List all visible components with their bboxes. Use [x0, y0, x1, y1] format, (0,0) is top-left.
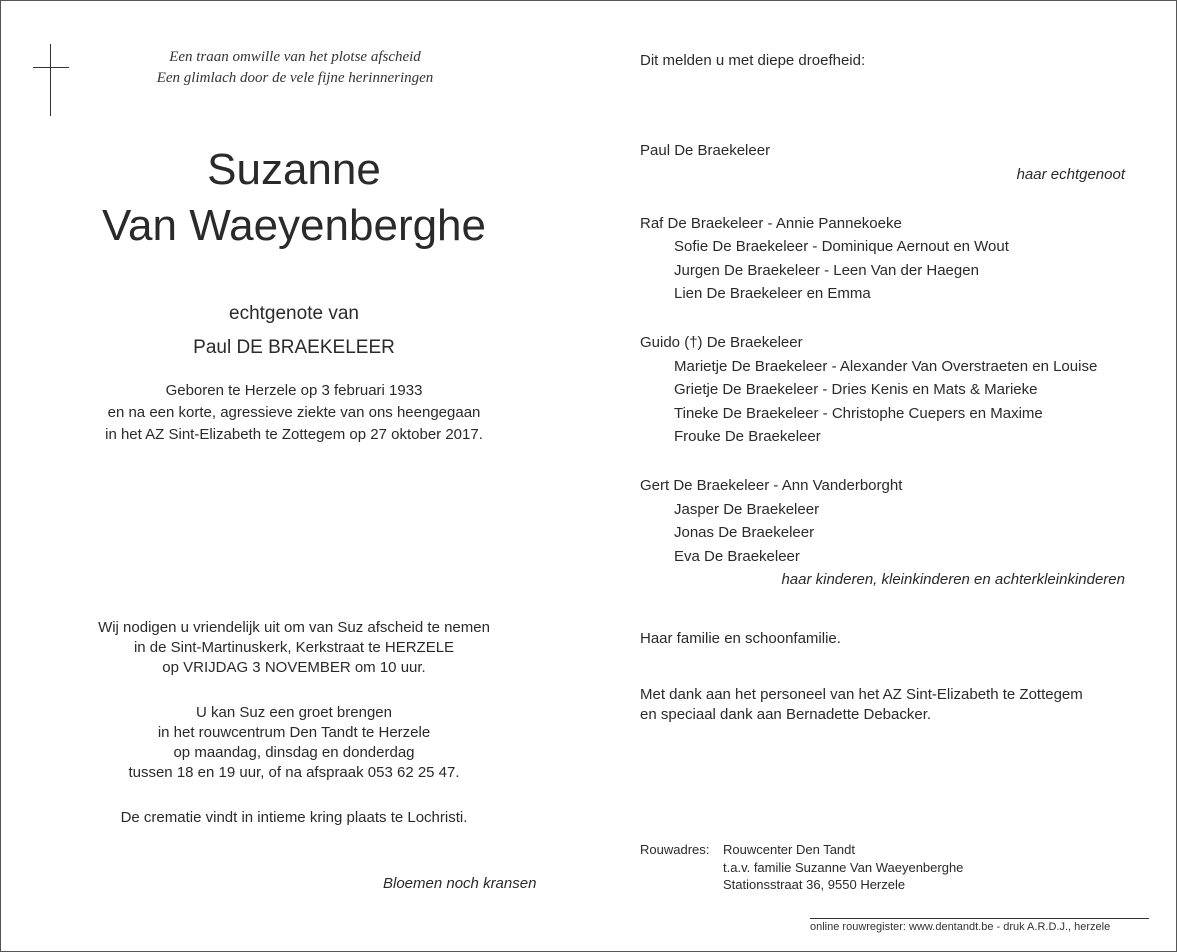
address-label: Rouwadres:	[640, 842, 710, 857]
husband-name: Paul De Braekeleer	[640, 142, 771, 159]
family-member: Grietje De Braekeleer - Dries Kenis en Mats & Marieke	[674, 381, 1038, 398]
cross-icon	[50, 44, 51, 116]
footer-rule	[810, 918, 1149, 919]
family-member: Jurgen De Braekeleer - Leen Van der Haegen	[674, 262, 979, 279]
life-line-1: Geboren te Herzele op 3 februari 1933	[165, 382, 423, 399]
deceased-first-name: Suzanne	[207, 145, 381, 194]
family-member: Sofie De Braekeleer - Dominique Aernout en Wout	[674, 238, 1009, 255]
family-member: Eva De Braekeleer	[674, 548, 800, 565]
quote-line-2: Een glimlach door de vele fijne herinneringen	[156, 70, 434, 86]
family-member: Tineke De Braekeleer - Christophe Cuepers en Maxime	[674, 405, 1043, 422]
spouse-intro: echtgenote van	[229, 303, 359, 324]
family-member: Jasper De Braekeleer	[674, 501, 820, 518]
visit-line-2: in het rouwcentrum Den Tandt te Herzele	[157, 724, 431, 741]
cross-icon-bar	[33, 67, 69, 68]
visit-line-4: tussen 18 en 19 uur, of na afspraak 053 62 25 47.	[128, 764, 460, 781]
visit-line-3: op maandag, dinsdag en donderdag	[173, 744, 415, 761]
life-line-3: in het AZ Sint-Elizabeth te Zottegem op 27 oktober 2017.	[105, 426, 483, 443]
family-member: Frouke De Braekeleer	[674, 428, 821, 445]
visit-line-1: U kan Suz een groet brengen	[196, 704, 392, 721]
footer-credit: online rouwregister: www.dentandt.be - druk A.R.D.J., herzele	[810, 921, 1111, 933]
cremation-note: De crematie vindt in intieme kring plaats te Lochristi.	[120, 809, 468, 826]
family-head-3: Gert De Braekeleer - Ann Vanderborght	[640, 477, 903, 494]
address-line-3: Stationsstraat 36, 9550 Herzele	[723, 877, 906, 892]
thanks-line-2: en speciaal dank aan Bernadette Debacker.	[640, 706, 932, 723]
family-member: Lien De Braekeleer en Emma	[674, 285, 871, 302]
family-head-1: Raf De Braekeleer - Annie Pannekoeke	[640, 215, 902, 232]
family-head-2: Guido (†) De Braekeleer	[640, 334, 803, 351]
deceased-last-name: Van Waeyenberghe	[101, 201, 487, 250]
life-line-2: en na een korte, agressieve ziekte van ons heengegaan	[107, 404, 481, 421]
announcement-intro: Dit melden u met diepe droefheid:	[640, 52, 866, 69]
family-member: Marietje De Braekeleer - Alexander Van Overstraeten en Louise	[674, 358, 1098, 375]
extended-family: Haar familie en schoonfamilie.	[640, 630, 841, 647]
invitation-line-3: op VRIJDAG 3 NOVEMBER om 10 uur.	[162, 659, 426, 676]
address-line-1: Rouwcenter Den Tandt	[723, 842, 856, 857]
spouse-name: Paul DE BRAEKELEER	[193, 337, 395, 358]
address-line-2: t.a.v. familie Suzanne Van Waeyenberghe	[723, 860, 964, 875]
invitation-line-1: Wij nodigen u vriendelijk uit om van Suz afscheid te nemen	[98, 619, 490, 636]
husband-role: haar echtgenoot	[1016, 166, 1125, 183]
flowers-note: Bloemen noch kransen	[383, 875, 537, 892]
children-role: haar kinderen, kleinkinderen en achterkleinkinderen	[781, 571, 1125, 588]
quote-line-1: Een traan omwille van het plotse afscheid	[169, 49, 421, 65]
invitation-line-2: in de Sint-Martinuskerk, Kerkstraat te HERZELE	[133, 639, 455, 656]
thanks-line-1: Met dank aan het personeel van het AZ Sint-Elizabeth te Zottegem	[640, 686, 1083, 703]
family-member: Jonas De Braekeleer	[674, 524, 815, 541]
